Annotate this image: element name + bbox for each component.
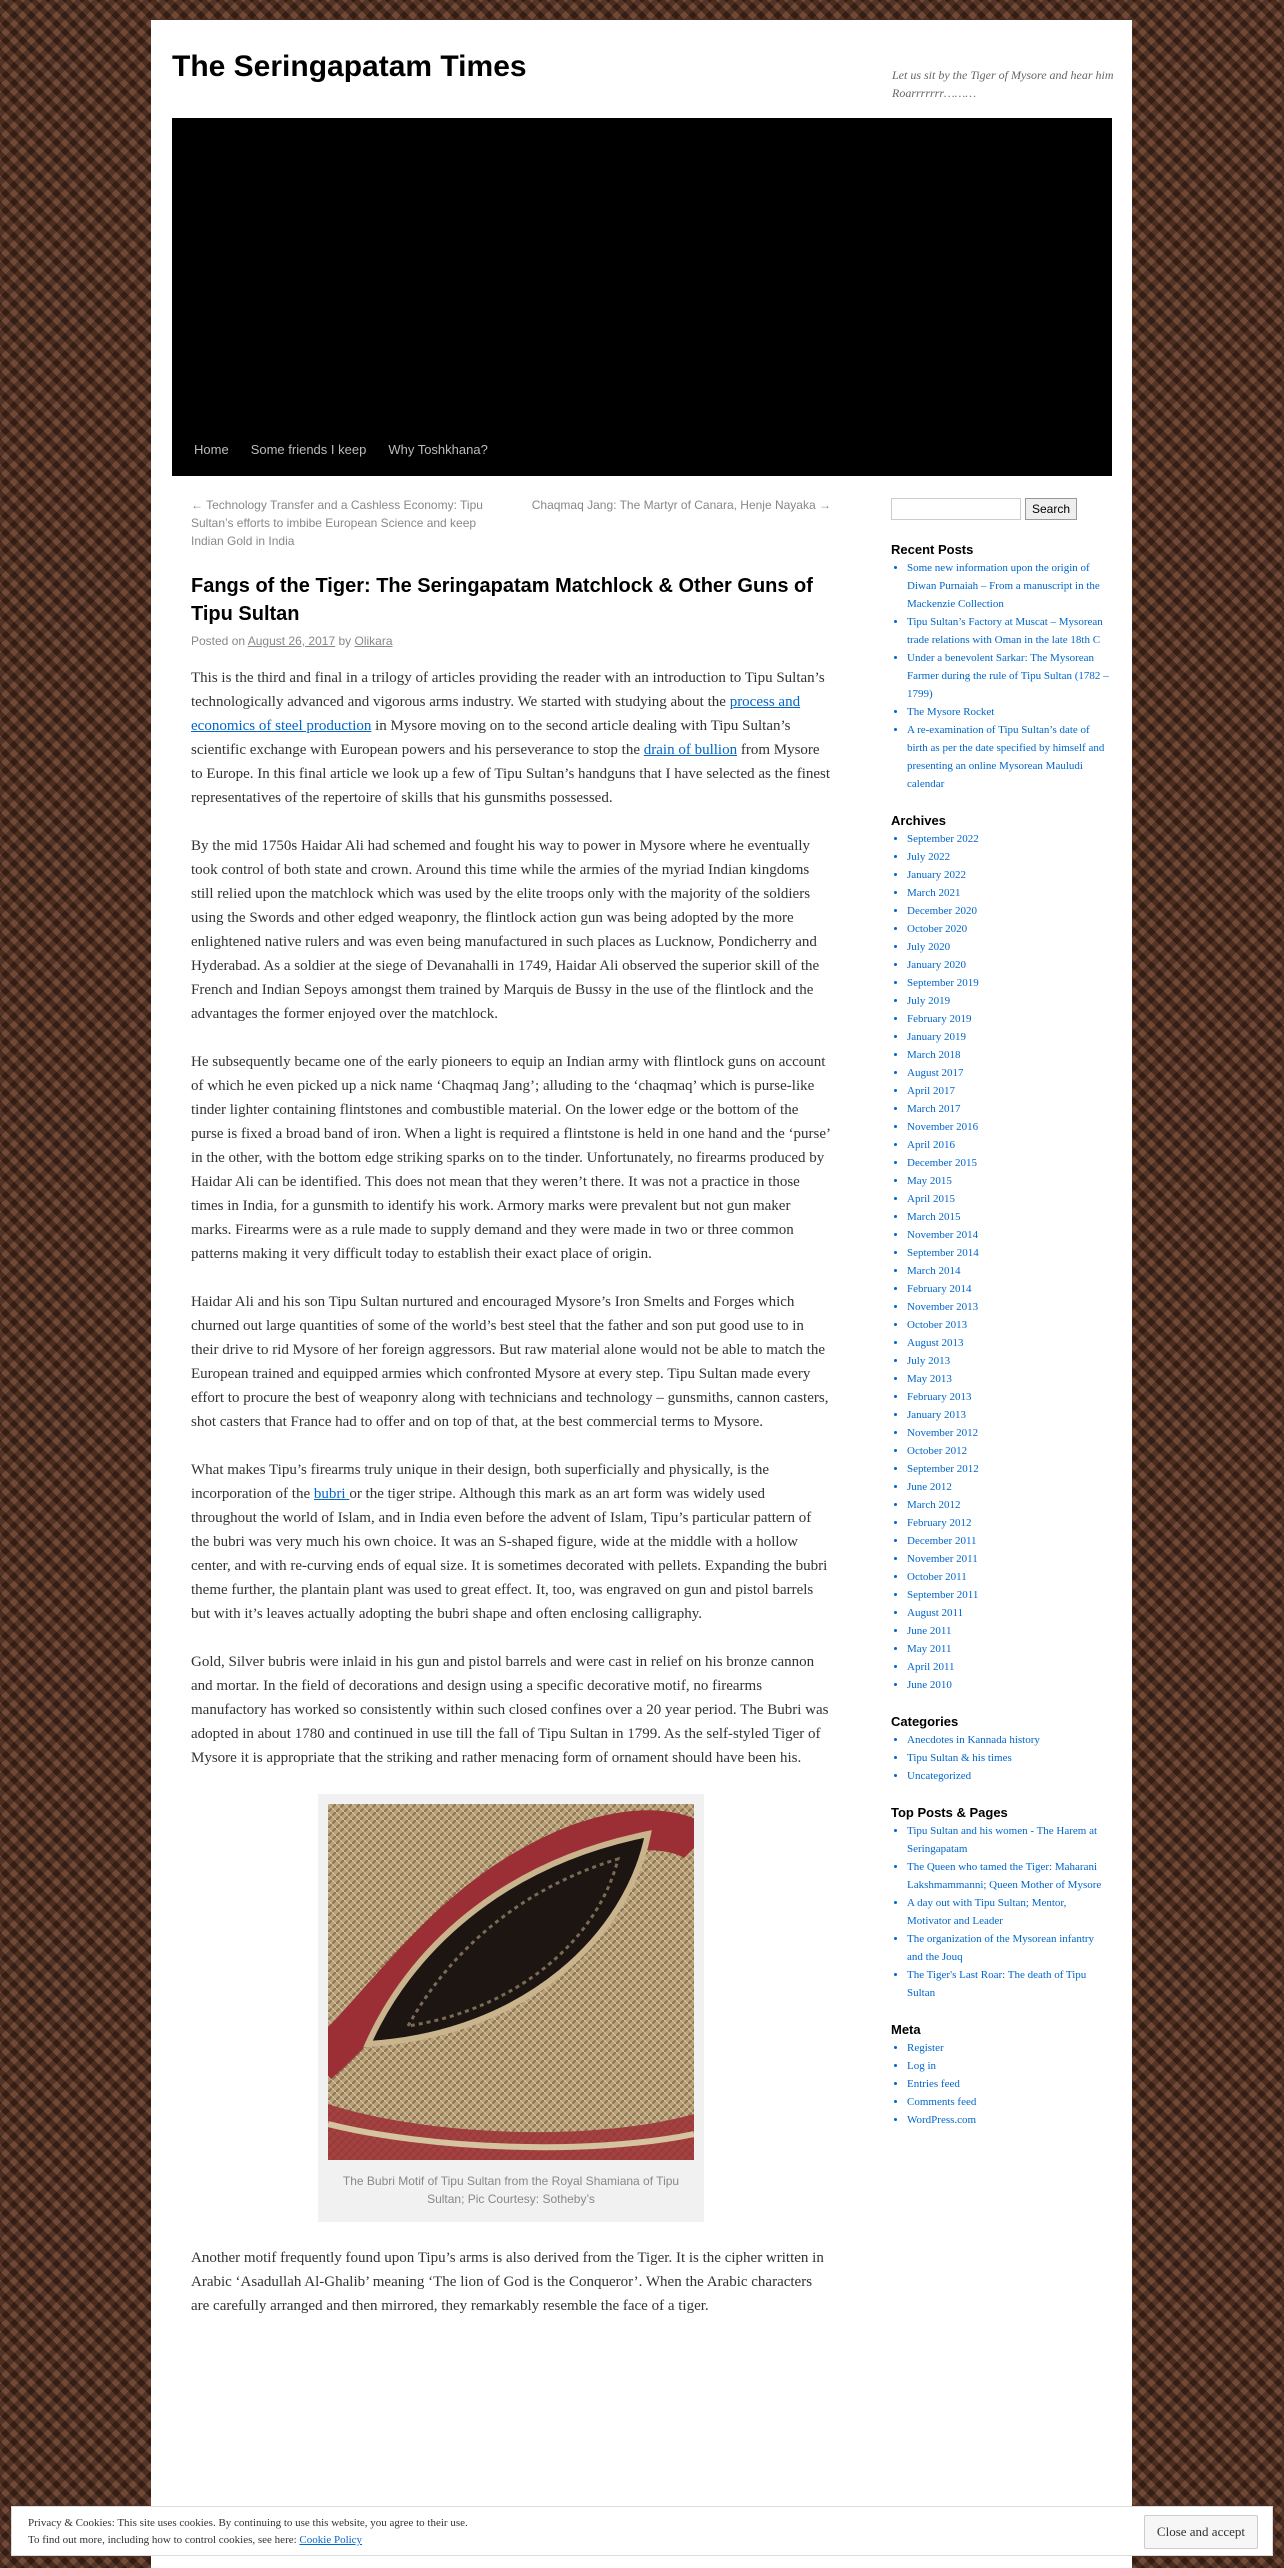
cookie-banner	[11, 2506, 1273, 2556]
recent-post-item	[907, 721, 1111, 793]
recent-post-link[interactable]: A re-examination of Tipu Sultan’s date of birth as per the date specified by himself and presenting an online Mysorean Mauludi calendar	[907, 724, 1105, 790]
archive-item	[907, 866, 1111, 884]
recent-post-link[interactable]: Under a benevolent Sarkar: The Mysorean Farmer during the rule of Tipu Sultan (1782 – 1799)	[907, 652, 1109, 700]
paragraph-text: or the tiger stripe. Although this mark as an art form was widely used throughout the world of Islam, and in India even before the advent of Islam, Tipu’s particular pattern of the bubri was very much his own choice. It was an S-shaped figure, wide at the middle with a hollow center, and with re-curving ends of equal size. It is sometimes decorated with pellets. Expanding the bubri theme further, the plantain plant was used to great effect. It, too, was engraved on gun and pistol barrels but with it’s leaves actually adopting the bubri shape and often enclosing calligraphy.	[191, 1486, 828, 1622]
archive-link[interactable]: February 2013	[907, 1391, 972, 1403]
archives-widget	[891, 813, 1111, 1694]
archive-link[interactable]: June 2010	[907, 1679, 952, 1691]
archive-item	[907, 1550, 1111, 1568]
meta-item	[907, 2075, 1111, 2093]
archive-item	[907, 938, 1111, 956]
archive-item	[907, 1190, 1111, 1208]
nav-some-friends[interactable]: Some friends I keep	[250, 441, 367, 457]
meta-item	[907, 2111, 1111, 2129]
archive-link[interactable]: February 2019	[907, 1013, 972, 1025]
posted-on-label: Posted on	[191, 634, 246, 648]
archive-link[interactable]: June 2012	[907, 1481, 952, 1493]
meta-link[interactable]: Register	[907, 2042, 944, 2054]
archive-link[interactable]: July 2019	[907, 995, 951, 1007]
archive-item	[907, 1010, 1111, 1028]
archive-item	[907, 1586, 1111, 1604]
archive-item	[907, 1028, 1111, 1046]
archive-item	[907, 1676, 1111, 1694]
paragraph-4: Haidar Ali and his son Tipu Sultan nurtured and encouraged Mysore’s Iron Smelts and Forges which churned out large quantities of some of the world’s best steel that the father and son put good use to in their drive to rid Mysore of her foreign aggressors. But raw material alone would not be able to match the European trained and equipped armies which confronted Mysore at every step. Tipu Sultan made every effort to procure the best of weaponry along with technicians and technology – gunsmiths, cannon casters, shot casters that France had to offer and on top of that, at the best commercial terms to Mysore.	[191, 1294, 829, 1430]
archive-link[interactable]: June 2011	[907, 1625, 952, 1637]
archive-link[interactable]: November 2013	[907, 1301, 979, 1313]
archive-item	[907, 1658, 1111, 1676]
nav-why-toshkhana[interactable]: Why Toshkhana?	[388, 441, 488, 457]
cookie-text	[28, 2515, 468, 2549]
archive-link[interactable]: November 2016	[907, 1121, 979, 1133]
cookie-policy-link[interactable]: Cookie Policy	[299, 2534, 363, 2546]
top-post-link[interactable]: The Tiger's Last Roar: The death of Tipu Sultan	[907, 1969, 1087, 1999]
archive-link[interactable]: September 2012	[907, 1463, 979, 1475]
cookie-line-2	[28, 2532, 468, 2549]
paragraph-text: in Mysore moving on to the second article dealing with Tipu Sultan’s scientific exchange with European powers and his perseverance to stop the	[191, 718, 791, 758]
archive-link[interactable]: September 2019	[907, 977, 979, 989]
archive-item	[907, 1532, 1111, 1550]
site-tagline: Let us sit by the Tiger of Mysore and hear him Roarrrrrrr………	[892, 68, 1114, 100]
archives-list	[891, 830, 1111, 1694]
bubri-link[interactable]: bubri	[313, 1486, 350, 1502]
paragraph-6: Gold, Silver bubris were inlaid in his gun and pistol barrels and were cast in relief on his bronze cannon and mortar. In the field of decorations and design using a specific decorative motif, no firearms manufactory has worked so consistently within such closed confines over a 20 year period. The Bubri was adopted in about 1780 and continued in use till the fall of Tipu Sultan in 1799. As the self-styled Tiger of Mysore it is appropriate that the striking and rather menacing form of ornament should have been his.	[191, 1654, 829, 1766]
steel-production-link[interactable]: process and economics of steel production	[191, 694, 801, 734]
archive-link[interactable]: April 2015	[907, 1193, 955, 1205]
top-post-item	[907, 1894, 1111, 1930]
archive-item	[907, 974, 1111, 992]
archive-item	[907, 992, 1111, 1010]
archive-link[interactable]: October 2013	[907, 1319, 968, 1331]
archive-link[interactable]: January 2019	[907, 1031, 966, 1043]
main-content	[191, 496, 831, 2342]
archive-item	[907, 1514, 1111, 1532]
archive-link[interactable]: May 2011	[907, 1643, 952, 1655]
drain-of-bullion-link[interactable]: drain of bullion	[643, 742, 738, 758]
archive-link[interactable]: July 2013	[907, 1355, 951, 1367]
by-label: by	[338, 634, 352, 648]
archive-link[interactable]: April 2016	[907, 1139, 955, 1151]
archive-link[interactable]: January 2020	[907, 959, 966, 971]
archive-link[interactable]: January 2022	[907, 869, 966, 881]
top-post-item	[907, 1822, 1111, 1858]
paragraph-text: from Mysore to Europe. In this final article we look up a few of Tipu Sultan’s handguns that I have selected as the finest representatives of the repertoire of skills that his gunsmiths possessed.	[191, 742, 831, 806]
meta-link[interactable]: Entries feed	[907, 2078, 960, 2090]
meta-widget	[891, 2022, 1111, 2129]
archive-item	[907, 1082, 1111, 1100]
meta-link[interactable]: Log in	[907, 2060, 937, 2072]
archive-link[interactable]: March 2021	[907, 887, 961, 899]
meta-link[interactable]: WordPress.com	[907, 2114, 977, 2126]
categories-title: Categories	[891, 1714, 959, 1729]
next-post-link[interactable]: Chaqmaq Jang: The Martyr of Canara, Henje Nayaka →	[531, 498, 831, 512]
recent-post-item	[907, 613, 1111, 649]
recent-posts-title: Recent Posts	[891, 542, 974, 557]
archive-item	[907, 1406, 1111, 1424]
archive-item	[907, 920, 1111, 938]
category-link[interactable]: Uncategorized	[907, 1770, 972, 1782]
category-item	[907, 1749, 1111, 1767]
archive-link[interactable]: September 2014	[907, 1247, 979, 1259]
cookie-line-1: Privacy & Cookies: This site uses cookies. By continuing to use this website, you agree to their use.	[28, 2517, 468, 2529]
category-item	[907, 1767, 1111, 1785]
archive-item	[907, 1118, 1111, 1136]
top-posts-title: Top Posts & Pages	[891, 1805, 1008, 1820]
meta-title: Meta	[891, 2022, 921, 2037]
archive-item	[907, 1460, 1111, 1478]
archive-item	[907, 1064, 1111, 1082]
figure-caption: The Bubri Motif of Tipu Sultan from the Royal Shamiana of Tipu Sultan; Pic Courtesy: Sotheby’s	[342, 2174, 680, 2206]
top-posts-list	[891, 1822, 1111, 2002]
recent-post-item	[907, 703, 1111, 721]
archive-item	[907, 1136, 1111, 1154]
archive-item	[907, 1208, 1111, 1226]
archive-link[interactable]: April 2011	[907, 1661, 955, 1673]
archive-link[interactable]: July 2020	[907, 941, 951, 953]
site-title[interactable]: The Seringapatam Times	[172, 50, 527, 83]
categories-list	[891, 1731, 1111, 1785]
archive-item	[907, 1388, 1111, 1406]
post-navigation	[191, 496, 831, 550]
archive-item	[907, 1172, 1111, 1190]
archive-link[interactable]: May 2015	[907, 1175, 952, 1187]
archive-item	[907, 1046, 1111, 1064]
sidebar	[891, 498, 1111, 2149]
archive-link[interactable]: October 2012	[907, 1445, 968, 1457]
meta-item	[907, 2057, 1111, 2075]
top-post-link[interactable]: Tipu Sultan and his women - The Harem at Seringapatam	[907, 1825, 1098, 1855]
archive-link[interactable]: July 2022	[907, 851, 951, 863]
recent-post-link[interactable]: The Mysore Rocket	[907, 706, 995, 718]
archive-link[interactable]: December 2020	[907, 905, 977, 917]
archive-link[interactable]: December 2015	[907, 1157, 977, 1169]
paragraph-3: He subsequently became one of the early pioneers to equip an Indian army with flintlock guns on account of which he even picked up a nick name ‘Chaqmaq Jang’; alluding to the ‘chaqmaq’ which is purse-like tinder lighter containing flintstones and combustible material. On the lower edge or the bottom of the purse is fixed a broad band of iron. When a light is required a flintstone is held in one hand and the ‘purse’ in the other, with the bottom edge striking sparks on to the tinder. Unfortunately, no firearms produced by Haidar Ali can be identified. This does not mean that they weren’t there. It was not a practice in those times in India, for a gunsmith to identify his work. Armory marks were prevalent but not gun maker marks. Firearms were as a rule made to supply demand and they were made in two or three common patterns making it very difficult today to establish their exact place of origin.	[191, 1054, 830, 1262]
search-input[interactable]	[891, 498, 1021, 520]
archive-item	[907, 1424, 1111, 1442]
meta-item	[907, 2093, 1111, 2111]
recent-posts-widget	[891, 542, 1111, 793]
recent-post-link[interactable]: Some new information upon the origin of Diwan Purnaiah – From a manuscript in the Mackenzie Collection	[907, 562, 1100, 610]
header-banner	[172, 118, 1112, 456]
archive-item	[907, 1370, 1111, 1388]
archive-item	[907, 956, 1111, 974]
archive-link[interactable]: March 2012	[907, 1499, 961, 1511]
archive-link[interactable]: November 2014	[907, 1229, 979, 1241]
archive-link[interactable]: December 2011	[907, 1535, 977, 1547]
page-wrapper	[151, 20, 1132, 2568]
archive-item	[907, 1442, 1111, 1460]
archive-link[interactable]: March 2015	[907, 1211, 961, 1223]
top-post-item	[907, 1930, 1111, 1966]
post-meta	[191, 634, 831, 648]
archive-link[interactable]: January 2013	[907, 1409, 966, 1421]
nav-home[interactable]: Home	[194, 441, 229, 457]
archive-link[interactable]: February 2014	[907, 1283, 972, 1295]
meta-item	[907, 2039, 1111, 2057]
paragraph-5	[191, 1458, 831, 1626]
category-link[interactable]: Tipu Sultan & his times	[907, 1752, 1012, 1764]
main-nav	[172, 422, 1112, 476]
archive-link[interactable]: October 2011	[907, 1571, 967, 1583]
top-post-link[interactable]: A day out with Tipu Sultan; Mentor, Motivator and Leader	[907, 1897, 1067, 1927]
paragraph-2: By the mid 1750s Haidar Ali had schemed and fought his way to power in Mysore where he eventually took control of both state and crown. Around this time while the armies of the myriad Indian kingdoms still relied upon the matchlock which was used by the elite troops only with the majority of the soldiers using the Swords and other edged weaponry, the flintlock action gun was being adopted by the more enlightened native rulers and was even being manufactured in such places as Lucknow, Pondicherry and Hyderabad. As a soldier at the siege of Devanahalli in 1749, Haidar Ali observed the superior skill of the French and Indian Sepoys amongst them trained by Marquis de Bussy in the use of the flintlock and the advantages the former enjoyed over the matchlock.	[191, 838, 820, 1022]
archive-item	[907, 1262, 1111, 1280]
archive-item	[907, 1298, 1111, 1316]
previous-post-link[interactable]: ← Technology Transfer and a Cashless Economy: Tipu Sultan’s efforts to imbibe European Science and keep Indian Gold in India	[191, 498, 483, 548]
archive-link[interactable]: May 2013	[907, 1373, 952, 1385]
post-title: Fangs of the Tiger: The Seringapatam Matchlock & Other Guns of Tipu Sultan	[191, 575, 813, 625]
archive-link[interactable]: September 2011	[907, 1589, 979, 1601]
recent-post-link[interactable]: Tipu Sultan’s Factory at Muscat – Mysorean trade relations with Oman in the late 18th C	[907, 616, 1103, 646]
archive-item	[907, 1568, 1111, 1586]
archive-item	[907, 1496, 1111, 1514]
close-and-accept-button[interactable]: Close and accept	[1144, 2515, 1258, 2549]
post-date-link[interactable]: August 26, 2017	[247, 634, 336, 648]
search-button[interactable]: Search	[1025, 498, 1077, 520]
archive-link[interactable]: April 2017	[907, 1085, 955, 1097]
archive-item	[907, 1604, 1111, 1622]
archive-link[interactable]: September 2022	[907, 833, 979, 845]
paragraph-text: What makes Tipu’s firearms truly unique in their design, both superficially and physically, is the incorporation of the	[191, 1462, 770, 1502]
archive-link[interactable]: March 2017	[907, 1103, 961, 1115]
archive-link[interactable]: August 2013	[907, 1337, 964, 1349]
top-post-item	[907, 1858, 1111, 1894]
archive-link[interactable]: March 2014	[907, 1265, 961, 1277]
archive-item	[907, 1316, 1111, 1334]
archive-item	[907, 884, 1111, 902]
archive-item	[907, 1352, 1111, 1370]
archive-item	[907, 1334, 1111, 1352]
archives-title: Archives	[891, 813, 946, 828]
categories-widget	[891, 1714, 1111, 1785]
top-post-link[interactable]: The organization of the Mysorean infantry and the Jouq	[907, 1933, 1095, 1963]
top-post-link[interactable]: The Queen who tamed the Tiger: Maharani Lakshmammanni; Queen Mother of Mysore	[907, 1861, 1102, 1891]
archive-item	[907, 1280, 1111, 1298]
archive-link[interactable]: August 2011	[907, 1607, 964, 1619]
top-posts-widget	[891, 1805, 1111, 2002]
archive-item	[907, 902, 1111, 920]
bubri-figure	[318, 1794, 704, 2222]
archive-link[interactable]: March 2018	[907, 1049, 961, 1061]
archive-item	[907, 1244, 1111, 1262]
archive-item	[907, 848, 1111, 866]
archive-link[interactable]: November 2011	[907, 1553, 978, 1565]
recent-post-item	[907, 649, 1111, 703]
archive-link[interactable]: November 2012	[907, 1427, 979, 1439]
cookie-line-2-text: To find out more, including how to control cookies, see here:	[28, 2534, 300, 2546]
archive-link[interactable]: October 2020	[907, 923, 968, 935]
bubri-motif-image[interactable]	[328, 1804, 694, 2160]
archive-item	[907, 1154, 1111, 1172]
recent-post-item	[907, 559, 1111, 613]
recent-posts-list	[891, 559, 1111, 793]
category-link[interactable]: Anecdotes in Kannada history	[907, 1734, 1040, 1746]
paragraph-7: Another motif frequently found upon Tipu’s arms is also derived from the Tiger. It is the cipher written in Arabic ‘Asadullah Al-Ghalib’ meaning ‘The lion of God is the Conqueror’. When the Arabic characters are carefully arranged and then mirrored, they remarkably resemble the face of a tiger.	[191, 2250, 824, 2314]
category-item	[907, 1731, 1111, 1749]
author-link[interactable]: Olikara	[354, 634, 393, 648]
paragraph-text: This is the third and final in a trilogy of articles providing the reader with an introduction to Tipu Sultan’s technologically advanced and vigorous arms industry. We started with studying about the	[191, 670, 825, 710]
archive-item	[907, 1622, 1111, 1640]
meta-list	[891, 2039, 1111, 2129]
paragraph-1	[191, 666, 831, 810]
archive-item	[907, 1226, 1111, 1244]
archive-link[interactable]: February 2012	[907, 1517, 972, 1529]
meta-link[interactable]: Comments feed	[907, 2096, 977, 2108]
archive-item	[907, 1478, 1111, 1496]
top-post-item	[907, 1966, 1111, 2002]
archive-item	[907, 1100, 1111, 1118]
search-form	[891, 498, 1111, 520]
archive-item	[907, 830, 1111, 848]
archive-item	[907, 1640, 1111, 1658]
archive-link[interactable]: August 2017	[907, 1067, 964, 1079]
